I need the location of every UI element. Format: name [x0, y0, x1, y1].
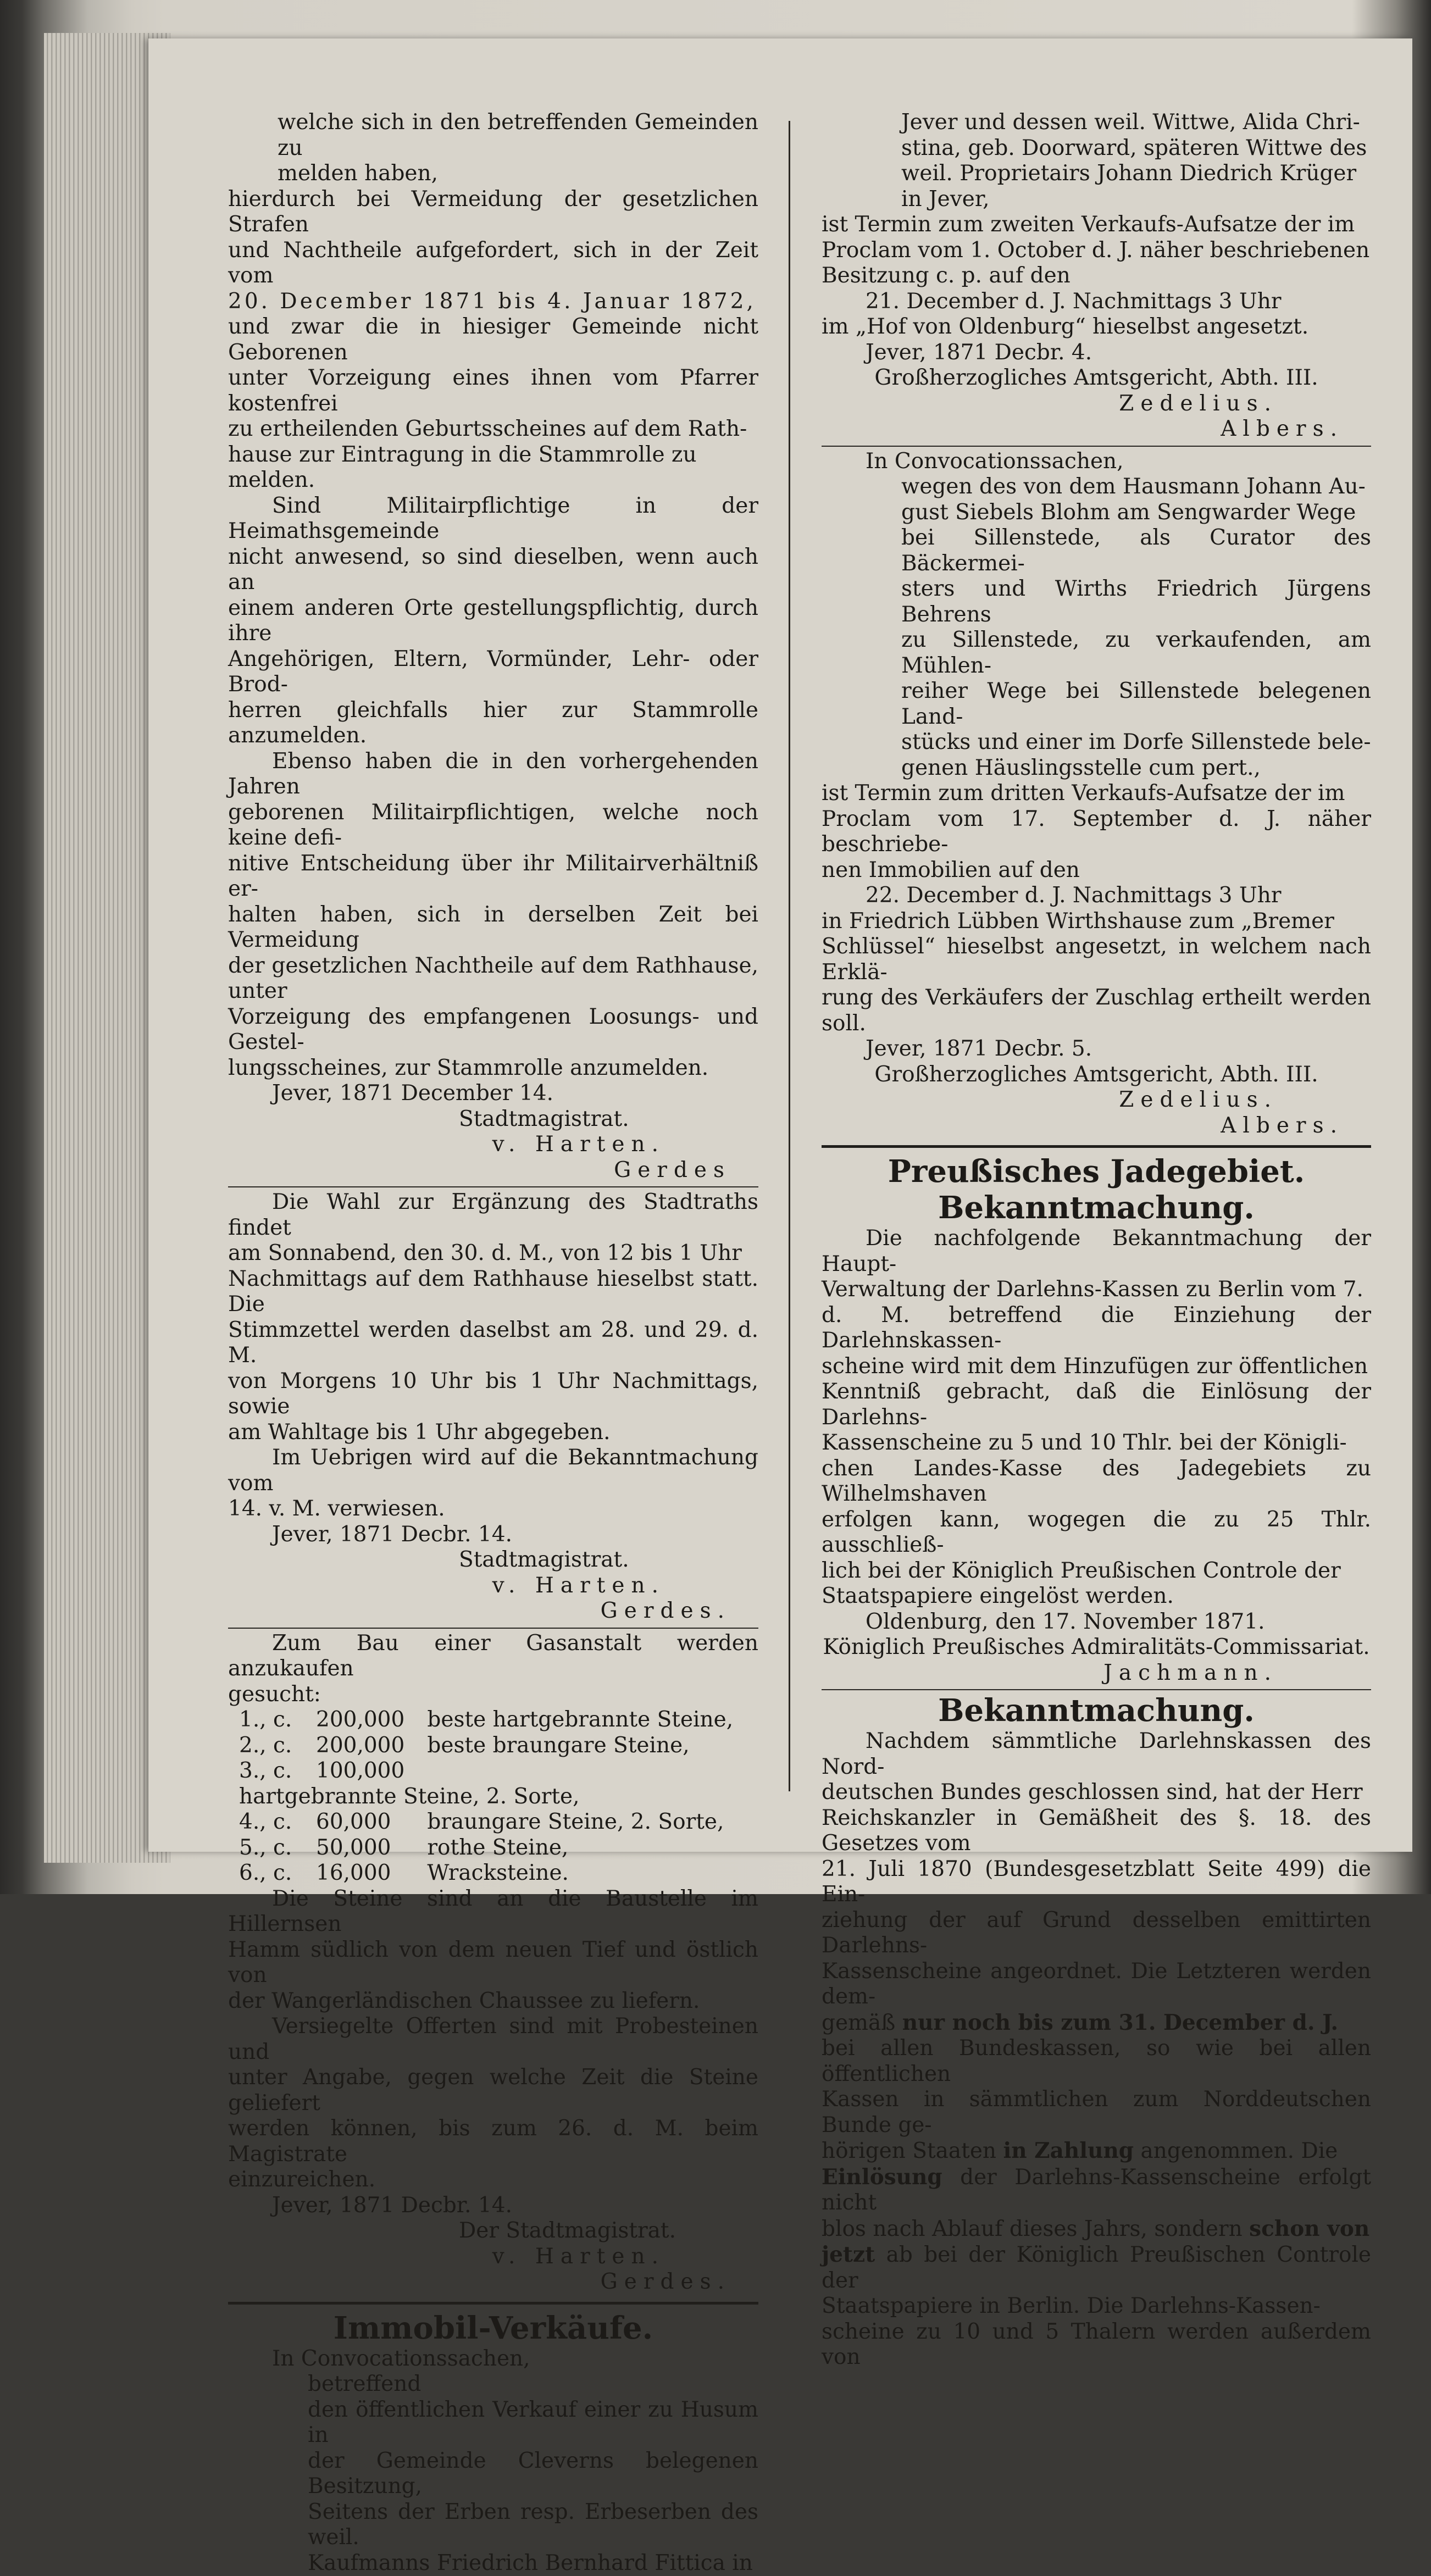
list-item	[228, 1707, 758, 1733]
text-line: wegen des von dem Hausmann Johann Au-	[822, 474, 1371, 500]
text-line: der Gemeinde Cleverns belegenen Besitzung,	[228, 2449, 758, 2500]
list-item	[228, 1809, 758, 1835]
office-name: Stadtmagistrat.	[228, 1107, 758, 1132]
newspaper-page	[148, 38, 1412, 1852]
signature: v. Harten.	[228, 1573, 758, 1599]
text-line: nen Immobilien auf den	[822, 858, 1371, 884]
section-heading: Preußisches Jadegebiet.	[822, 1153, 1371, 1190]
text-line: zu Sillenstede, zu verkaufenden, am Mühlen-	[822, 628, 1371, 679]
signature: Zedelius.	[822, 391, 1371, 417]
text-line: weil. Proprietairs Johann Diedrich Krüger	[822, 161, 1371, 187]
text-line: Nachdem sämmtliche Darlehnskassen des Nord-	[822, 1729, 1371, 1780]
separator-rule	[822, 446, 1371, 447]
text-line: hierdurch bei Vermeidung der gesetzlichen Strafen	[228, 187, 758, 238]
text-line: Hamm südlich von dem neuen Tief und östlich von	[228, 1937, 758, 1989]
text-span: der Darlehns-Kassenscheine erfolgt nicht	[822, 2165, 1371, 2216]
text-line: stina, geb. Doorward, späteren Wittwe des	[822, 136, 1371, 162]
text-line: einem anderen Orte gestellungspflichtig, durch ihre	[228, 596, 758, 647]
separator-rule	[228, 1186, 758, 1187]
text-line	[822, 2164, 1371, 2216]
notice-military-registration	[228, 110, 758, 493]
text-line: 14. v. M. verwiesen.	[228, 1496, 758, 1522]
brick-list	[228, 1707, 758, 1886]
text-line: Kassen in sämmtlichen zum Norddeutschen Bunde ge-	[822, 2087, 1371, 2138]
item-amount: 50,000	[316, 1835, 420, 1861]
text-line: welche sich in den betreffenden Gemeinden zu	[228, 110, 758, 161]
dateline: Oldenburg, den 17. November 1871.	[822, 1609, 1371, 1635]
text-line: den öffentlichen Verkauf einer zu Husum in	[228, 2397, 758, 2449]
text-line: unter Vorzeigung eines ihnen vom Pfarrer kostenfrei	[228, 365, 758, 417]
text-line: zu ertheilenden Geburtsscheines auf dem Rath-	[228, 417, 758, 442]
text-line: 21. December d. J. Nachmittags 3 Uhr	[822, 289, 1371, 315]
text-line: Vorzeigung des empfangenen Loosungs- und Gestel-	[228, 1004, 758, 1056]
text-line: In Convocationssachen,	[228, 2346, 758, 2372]
text-line: ist Termin zum dritten Verkaufs-Aufsatze der im	[822, 781, 1371, 807]
emphasis-text: jetzt	[822, 2242, 875, 2267]
signature: Gerdes	[228, 1158, 758, 1184]
text-line: hause zur Eintragung in die Stammrolle zu	[228, 442, 758, 468]
list-item	[228, 1758, 758, 1809]
text-line: gesucht:	[228, 1682, 758, 1708]
text-line: halten haben, sich in derselben Zeit bei Vermeidung	[228, 902, 758, 953]
item-description: hartgebrannte Steine, 2. Sorte,	[239, 1784, 580, 1810]
text-line: lich bei der Königlich Preußischen Controle der	[822, 1558, 1371, 1584]
item-amount: 60,000	[316, 1809, 420, 1835]
text-line	[822, 2010, 1371, 2036]
dateline: Jever, 1871 December 14.	[228, 1081, 758, 1107]
text-line: der Wangerländischen Chaussee zu liefern.	[228, 1989, 758, 2014]
notice-council-election	[228, 1190, 758, 1522]
text-line: Staatspapiere in Berlin. Die Darlehns-Kassen-	[822, 2294, 1371, 2319]
notice-gasworks-bricks	[228, 1631, 758, 1708]
list-item	[228, 1861, 758, 1886]
text-line: Zum Bau einer Gasanstalt werden anzukaufen	[228, 1631, 758, 1682]
signature: v. Harten.	[228, 2244, 758, 2270]
office-name: Großherzogliches Amtsgericht, Abth. III.	[822, 365, 1371, 391]
item-description: beste hartgebrannte Steine,	[427, 1707, 733, 1733]
text-line: rung des Verkäufers der Zuschlag ertheilt werden soll.	[822, 985, 1371, 1036]
text-span: gemäß	[822, 2011, 902, 2035]
text-line: scheine zu 10 und 5 Thalern werden außerdem von	[822, 2319, 1371, 2370]
text-span: blos nach Ablauf dieses Jahrs, sondern	[822, 2217, 1249, 2241]
signature: Albers.	[822, 1113, 1371, 1139]
text-line: Proclam vom 17. September d. J. näher beschriebe-	[822, 807, 1371, 858]
text-line: am Wahltage bis 1 Uhr abgegeben.	[228, 1420, 758, 1446]
item-number: 6., c.	[239, 1861, 316, 1886]
text-line: bei Sillenstede, als Curator des Bäckermei-	[822, 525, 1371, 576]
text-line: Nachmittags auf dem Rathhause hieselbst statt. Die	[228, 1267, 758, 1318]
text-span: ab bei der Königlich Preußischen Controle der	[822, 2242, 1371, 2293]
item-description: rothe Steine,	[427, 1835, 568, 1861]
signature: v. Harten.	[228, 1132, 758, 1158]
section-heading: Bekanntmachung.	[822, 1692, 1371, 1729]
emphasis-text: nur noch bis zum 31. December d. J.	[902, 2010, 1338, 2035]
text-line: einzureichen.	[228, 2167, 758, 2193]
section-heading: Bekanntmachung.	[822, 1190, 1371, 1226]
text-line: Reichskanzler in Gemäßheit des §. 18. des Gesetzes vom	[822, 1806, 1371, 1857]
text-line: Kassenscheine angeordnet. Die Letzteren werden dem-	[822, 1959, 1371, 2010]
text-line: nitive Entscheidung über ihr Militairverhältniß er-	[228, 851, 758, 902]
signature: Albers.	[822, 417, 1371, 442]
signature: Jachmann.	[822, 1661, 1371, 1686]
list-item	[228, 1733, 758, 1759]
text-line: melden.	[228, 468, 758, 493]
notice-continuation	[822, 110, 1371, 212]
text-span: hörigen Staaten	[822, 2139, 1003, 2163]
text-line	[822, 2216, 1371, 2242]
text-line: Sind Militairpflichtige in der Heimathsgemeinde	[228, 493, 758, 545]
text-line: ist Termin zum zweiten Verkaufs-Aufsatze der im	[822, 212, 1371, 238]
text-line: deutschen Bundes geschlossen sind, hat der Herr	[822, 1780, 1371, 1806]
paragraph	[822, 212, 1371, 340]
text-line: der gesetzlichen Nachtheile auf dem Rathhause, unter	[228, 953, 758, 1004]
dateline: Jever, 1871 Decbr. 14.	[228, 1522, 758, 1548]
dateline: Jever, 1871 Decbr. 5.	[822, 1036, 1371, 1062]
text-line: melden haben,	[228, 161, 758, 187]
item-number: 3., c.	[239, 1758, 316, 1784]
text-line: 21. Juli 1870 (Bundesgesetzblatt Seite 499) die Ein-	[822, 1857, 1371, 1908]
left-column	[228, 110, 758, 2576]
text-span: angenommen. Die	[1134, 2139, 1338, 2163]
section-rule	[822, 1145, 1371, 1148]
text-line: Verwaltung der Darlehns-Kassen zu Berlin vom 7.	[822, 1277, 1371, 1303]
text-line	[822, 2138, 1371, 2164]
item-description: Wracksteine.	[427, 1861, 569, 1886]
office-name: Stadtmagistrat.	[228, 1547, 758, 1573]
text-line: chen Landes-Kasse des Jadegebiets zu Wilhelmshaven	[822, 1456, 1371, 1507]
signature: Gerdes.	[228, 1598, 758, 1624]
office-name: Großherzogliches Amtsgericht, Abth. III.	[822, 1062, 1371, 1088]
text-line: gust Siebels Blohm am Sengwarder Wege	[822, 500, 1371, 526]
item-number: 4., c.	[239, 1809, 316, 1835]
text-line: Stimmzettel werden daselbst am 28. und 29. d. M.	[228, 1318, 758, 1369]
text-line: In Convocationssachen,	[822, 449, 1371, 475]
text-line: d. M. betreffend die Einziehung der Darlehnskassen-	[822, 1303, 1371, 1354]
item-number: 1., c.	[239, 1707, 316, 1733]
notice-property-sale	[228, 2346, 758, 2576]
notice-land-sale	[822, 474, 1371, 781]
text-line: Kassenscheine zu 5 und 10 Thlr. bei der Königli-	[822, 1430, 1371, 1456]
emphasis-text: schon von	[1249, 2216, 1369, 2241]
dateline: Jever, 1871 Decbr. 4.	[822, 340, 1371, 366]
paragraph	[228, 749, 758, 1081]
office-name: Königlich Preußisches Admiralitäts-Commissariat.	[822, 1635, 1371, 1661]
text-line: unter Angabe, gegen welche Zeit die Steine geliefert	[228, 2065, 758, 2116]
text-line: genen Häuslingsstelle cum pert.,	[822, 756, 1371, 781]
dateline: Jever, 1871 Decbr. 14.	[228, 2193, 758, 2219]
paragraph	[822, 781, 1371, 1036]
text-line: 20. December 1871 bis 4. Januar 1872,	[228, 289, 758, 315]
text-line: geborenen Militairpflichtigen, welche noch keine defi-	[228, 800, 758, 851]
section-heading: Immobil-Verkäufe.	[228, 2310, 758, 2346]
text-line: bei allen Bundeskassen, so wie bei allen öffentlichen	[822, 2036, 1371, 2087]
separator-rule	[228, 1628, 758, 1629]
text-line: Kaufmanns Friedrich Bernhard Fittica in	[228, 2551, 758, 2576]
text-line: in Friedrich Lübben Wirthshause zum „Bremer	[822, 909, 1371, 935]
text-line: Im Uebrigen wird auf die Bekanntmachung vom	[228, 1445, 758, 1496]
separator-rule	[822, 1689, 1371, 1690]
text-line: erfolgen kann, wogegen die zu 25 Thlr. ausschließ-	[822, 1507, 1371, 1558]
text-line: stücks und einer im Dorfe Sillenstede bele-	[822, 730, 1371, 756]
text-line: sters und Wirths Friedrich Jürgens Behrens	[822, 576, 1371, 628]
text-line: und zwar die in hiesiger Gemeinde nicht Geborenen	[228, 314, 758, 365]
text-line: werden können, bis zum 26. d. M. beim Magistrate	[228, 2116, 758, 2167]
text-line: Kenntniß gebracht, daß die Einlösung der Darlehns-	[822, 1379, 1371, 1430]
text-line: Versiegelte Offerten sind mit Probesteinen und	[228, 2014, 758, 2065]
text-line: nicht anwesend, so sind dieselben, wenn auch an	[228, 545, 758, 596]
signature: Zedelius.	[822, 1087, 1371, 1113]
text-line: 22. December d. J. Nachmittags 3 Uhr	[822, 883, 1371, 909]
text-line: Schlüssel“ hieselbst angesetzt, in welchem nach Erklä-	[822, 934, 1371, 985]
emphasis-text: Einlösung	[822, 2164, 942, 2190]
text-line: und Nachtheile aufgefordert, sich in der Zeit vom	[228, 238, 758, 289]
text-line: Seitens der Erben resp. Erbeserben des weil.	[228, 2500, 758, 2551]
item-amount: 200,000	[316, 1707, 420, 1733]
section-rule	[228, 2302, 758, 2305]
text-line: ziehung der auf Grund desselben emittirten Darlehns-	[822, 1908, 1371, 1959]
text-line: Die Steine sind an die Baustelle im Hillernsen	[228, 1886, 758, 1937]
item-amount: 200,000	[316, 1733, 420, 1759]
item-description: beste braungare Steine,	[427, 1733, 689, 1759]
text-line: Die nachfolgende Bekanntmachung der Haupt-	[822, 1226, 1371, 1277]
paragraph	[228, 493, 758, 749]
notice-loan-withdrawal	[822, 1729, 1371, 2370]
text-line: betreffend	[228, 2372, 758, 2397]
item-amount: 16,000	[316, 1861, 420, 1886]
text-line: Die Wahl zur Ergänzung des Stadtraths findet	[228, 1190, 758, 1241]
paragraph	[228, 1886, 758, 2193]
text-line: Ebenso haben die in den vorhergehenden Jahren	[228, 749, 758, 800]
item-amount: 100,000	[316, 1758, 420, 1784]
text-line: Angehörigen, Eltern, Vormünder, Lehr- oder Brod-	[228, 647, 758, 698]
office-name: Der Stadtmagistrat.	[228, 2218, 758, 2244]
signature: Gerdes.	[228, 2269, 758, 2295]
text-line	[822, 2242, 1371, 2294]
list-item	[228, 1835, 758, 1861]
text-line: am Sonnabend, den 30. d. M., von 12 bis 1 Uhr	[228, 1241, 758, 1267]
text-line: Jever und dessen weil. Wittwe, Alida Chri-	[822, 110, 1371, 136]
text-line: Besitzung c. p. auf den	[822, 263, 1371, 289]
text-line: herren gleichfalls hier zur Stammrolle anzumelden.	[228, 698, 758, 749]
text-line: reiher Wege bei Sillenstede belegenen Land-	[822, 679, 1371, 730]
text-line: scheine wird mit dem Hinzufügen zur öffentlichen	[822, 1354, 1371, 1380]
column-divider	[789, 121, 790, 1791]
text-line: von Morgens 10 Uhr bis 1 Uhr Nachmittags, sowie	[228, 1369, 758, 1420]
emphasis-text: in Zahlung	[1003, 2138, 1134, 2163]
item-description: braungare Steine, 2. Sorte,	[427, 1809, 724, 1835]
text-line: Proclam vom 1. October d. J. näher beschriebenen	[822, 238, 1371, 264]
text-line: in Jever,	[822, 187, 1371, 213]
text-line: im „Hof von Oldenburg“ hieselbst angesetzt.	[822, 314, 1371, 340]
item-number: 5., c.	[239, 1835, 316, 1861]
text-line: Staatspapiere eingelöst werden.	[822, 1584, 1371, 1609]
right-column	[822, 110, 1371, 2370]
text-line: lungsscheines, zur Stammrolle anzumelden.	[228, 1056, 758, 1081]
item-number: 2., c.	[239, 1733, 316, 1759]
notice-loan-certificates	[822, 1226, 1371, 1609]
